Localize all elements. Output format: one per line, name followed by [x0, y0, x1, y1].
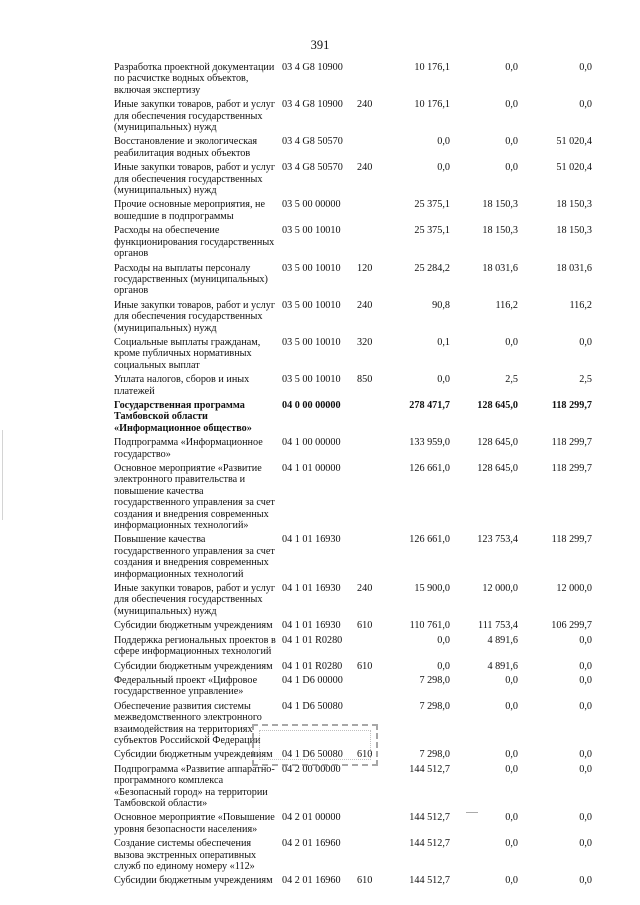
row-amount-3: 0,0: [579, 62, 592, 73]
row-expense-type: 320: [357, 336, 373, 348]
row-expense-type: [357, 434, 379, 460]
row-amount-2: 0,0: [505, 674, 518, 686]
row-amount-2: 0,0: [505, 812, 518, 824]
row-amount-3: 18 150,3: [556, 225, 592, 237]
scan-edge-mark: [2, 430, 3, 520]
row-name: Социальные выплаты гражданам, кроме публичных нормативных социальных выплат: [114, 336, 261, 371]
row-amount-1: 7 298,0: [419, 749, 450, 761]
row-amount-3: 0,0: [579, 763, 592, 775]
row-amount-2: 128 645,0: [477, 437, 518, 449]
row-name: Расходы на выплаты персоналу государственных (муниципальных) органов: [114, 262, 268, 297]
row-code: 04 2 00 00000: [282, 763, 341, 775]
table-row: [114, 531, 592, 580]
row-amount-1: 25 375,1: [414, 225, 450, 237]
table-row: [114, 222, 592, 259]
row-amount-2: 0,0: [505, 749, 518, 761]
table-row: [114, 761, 592, 810]
row-amount-1: 144 512,7: [409, 763, 450, 775]
row-name: Подпрограмма «Развитие аппаратно-программного комплекса «Безопасный город» на территории Тамбовской области»: [114, 763, 275, 809]
table-row: [114, 835, 592, 872]
table-row: [114, 397, 592, 434]
row-name: Субсидии бюджетным учреждениям: [114, 620, 273, 632]
row-amount-2: 123 753,4: [477, 534, 518, 546]
row-code: 04 1 01 R0280: [282, 634, 343, 646]
scan-mark: [466, 812, 478, 813]
row-amount-1: 0,0: [437, 634, 450, 646]
row-amount-3: 51 020,4: [556, 162, 592, 174]
row-name: Разработка проектной документации по расчистке водных объектов, включая экспертизу: [114, 62, 275, 96]
row-expense-type: [357, 460, 379, 531]
row-amount-3: 0,0: [579, 660, 592, 672]
row-expense-type: 850: [357, 374, 373, 386]
row-expense-type: [357, 632, 379, 658]
row-amount-1: 126 661,0: [409, 534, 450, 546]
row-amount-2: 0,0: [505, 162, 518, 174]
row-amount-3: 0,0: [579, 674, 592, 686]
row-amount-1: 7 298,0: [419, 674, 450, 686]
table-row: [114, 297, 592, 334]
table-row: [114, 658, 592, 672]
row-expense-type: 610: [357, 749, 373, 761]
table-row: [114, 809, 592, 835]
row-expense-type: [357, 133, 379, 159]
row-amount-1: 144 512,7: [409, 838, 450, 850]
row-amount-1: 25 375,1: [414, 199, 450, 211]
row-amount-3: 106 299,7: [551, 620, 592, 632]
row-amount-1: 0,0: [437, 660, 450, 672]
row-name: Субсидии бюджетным учреждениям: [114, 875, 273, 887]
row-name: Федеральный проект «Цифровое государственное управление»: [114, 674, 258, 698]
row-amount-3: 51 020,4: [556, 136, 592, 148]
row-code: 04 1 D6 00000: [282, 674, 343, 686]
row-amount-3: 18 150,3: [556, 199, 592, 211]
row-amount-2: 0,0: [505, 336, 518, 348]
row-amount-1: 90,8: [432, 299, 450, 311]
page-number: 391: [310, 38, 330, 52]
row-code: 04 1 01 16930: [282, 620, 341, 632]
row-amount-3: 0,0: [579, 838, 592, 850]
row-amount-2: 128 645,0: [477, 399, 518, 411]
row-code: 03 5 00 10010: [282, 225, 341, 237]
row-amount-1: 15 900,0: [414, 583, 450, 595]
row-amount-2: 116,2: [495, 299, 518, 311]
row-code: 03 4 G8 10900: [282, 62, 343, 73]
row-code: 04 1 D6 50080: [282, 749, 343, 761]
row-expense-type: 120: [357, 262, 373, 274]
row-code: 04 2 01 00000: [282, 812, 341, 824]
row-amount-2: 111 753,4: [478, 620, 518, 632]
row-amount-3: 0,0: [579, 634, 592, 646]
table-row: [114, 672, 592, 698]
row-amount-3: 18 031,6: [556, 262, 592, 274]
row-amount-3: 118 299,7: [551, 437, 592, 449]
row-code: 03 5 00 10010: [282, 374, 341, 386]
row-expense-type: [357, 222, 379, 259]
row-amount-3: 12 000,0: [556, 583, 592, 595]
row-code: 04 2 01 16960: [282, 838, 341, 850]
row-name: Повышение качества государственного управления за счет создания и внедрения современных информационных технологий: [114, 534, 275, 580]
row-name: Основное мероприятие «Повышение уровня безопасности населения»: [114, 812, 275, 835]
table-row: [114, 334, 592, 371]
row-code: 04 2 01 16960: [282, 875, 341, 887]
row-code: 04 1 D6 50080: [282, 700, 343, 712]
row-amount-2: 0,0: [505, 838, 518, 850]
row-expense-type: 240: [357, 299, 373, 311]
row-amount-2: 0,0: [505, 136, 518, 148]
row-name: Подпрограмма «Информационное государство»: [114, 437, 263, 460]
row-code: 03 4 G8 50570: [282, 162, 343, 174]
table-row: [114, 632, 592, 658]
row-expense-type: [357, 809, 379, 835]
row-name: Уплата налогов, сборов и иных платежей: [114, 374, 250, 397]
row-name: Обеспечение развития системы межведомственного электронного взаимодействия на территориях субъектов Российской Федерации: [114, 700, 262, 746]
row-amount-1: 0,1: [437, 336, 450, 348]
row-name: Поддержка региональных проектов в сфере информационных технологий: [114, 634, 276, 658]
row-amount-3: 0,0: [579, 875, 592, 887]
row-amount-2: 4 891,6: [487, 660, 518, 672]
approval-stamp-frame: [259, 730, 371, 760]
row-amount-2: 0,0: [505, 99, 518, 111]
table-row: [114, 159, 592, 196]
row-amount-3: 2,5: [579, 374, 592, 386]
row-amount-1: 144 512,7: [409, 812, 450, 824]
row-amount-1: 10 176,1: [414, 99, 450, 111]
row-expense-type: [357, 531, 379, 580]
row-amount-1: 7 298,0: [419, 700, 450, 712]
row-amount-1: 126 661,0: [409, 463, 450, 474]
row-amount-3: 0,0: [579, 749, 592, 761]
table-row: [114, 580, 592, 617]
row-code: 03 5 00 10010: [282, 299, 341, 311]
table-row: [114, 460, 592, 531]
row-code: 03 5 00 10010: [282, 262, 341, 274]
row-name: Иные закупки товаров, работ и услуг для обеспечения государственных (муниципальных) нужд: [114, 99, 275, 134]
row-expense-type: [357, 835, 379, 872]
table-row: [114, 617, 592, 631]
row-code: 04 1 00 00000: [282, 437, 341, 449]
row-amount-2: 4 891,6: [487, 634, 518, 646]
row-amount-3: 116,2: [569, 299, 592, 311]
row-code: 04 1 01 00000: [282, 463, 341, 474]
row-name: Прочие основные мероприятия, не вошедшие в подпрограммы: [114, 199, 266, 222]
row-amount-2: 12 000,0: [482, 583, 518, 595]
row-amount-1: 0,0: [437, 136, 450, 148]
row-amount-3: 0,0: [579, 99, 592, 111]
table-row: [114, 371, 592, 397]
row-code: 03 5 00 10010: [282, 336, 341, 348]
table-row: [114, 260, 592, 297]
row-name: Государственная программа Тамбовской области «Информационное общество»: [114, 399, 252, 434]
row-amount-3: 118 299,7: [551, 399, 592, 411]
row-amount-2: 18 031,6: [482, 262, 518, 274]
table-row: [114, 96, 592, 133]
row-expense-type: 240: [357, 583, 373, 595]
row-amount-1: 0,0: [437, 374, 450, 386]
row-amount-1: 10 176,1: [414, 62, 450, 73]
row-amount-2: 18 150,3: [482, 199, 518, 211]
row-amount-3: 0,0: [579, 812, 592, 824]
row-amount-2: 0,0: [505, 700, 518, 712]
row-name: Субсидии бюджетным учреждениям: [114, 749, 273, 761]
row-code: 03 5 00 00000: [282, 199, 341, 211]
row-expense-type: 610: [357, 620, 373, 632]
row-amount-1: 278 471,7: [409, 399, 450, 411]
row-name: Восстановление и экологическая реабилитация водных объектов: [114, 136, 258, 159]
row-amount-3: 0,0: [579, 700, 592, 712]
row-amount-2: 0,0: [505, 62, 518, 73]
row-amount-1: 110 761,0: [409, 620, 450, 632]
row-amount-3: 118 299,7: [551, 463, 592, 474]
row-amount-2: 2,5: [505, 374, 518, 386]
row-expense-type: 610: [357, 875, 373, 887]
row-code: 04 1 01 16930: [282, 583, 341, 595]
row-amount-1: 144 512,7: [409, 875, 450, 887]
row-name: Субсидии бюджетным учреждениям: [114, 660, 273, 672]
row-amount-1: 0,0: [437, 162, 450, 174]
row-expense-type: 610: [357, 660, 373, 672]
row-amount-2: 128 645,0: [477, 463, 518, 474]
row-code: 03 4 G8 10900: [282, 99, 343, 111]
row-expense-type: [357, 397, 379, 434]
row-expense-type: [357, 62, 379, 96]
row-code: 04 1 01 16930: [282, 534, 341, 546]
row-name: Расходы на обеспечение функционирования государственных органов: [114, 225, 275, 260]
approval-stamp: [252, 724, 378, 766]
table-row: [114, 434, 592, 460]
row-expense-type: [357, 672, 379, 698]
row-name: Создание системы обеспечения вызова экстренных оперативных служб по единому номеру «112»: [114, 838, 257, 872]
row-expense-type: [357, 761, 379, 810]
row-amount-3: 118 299,7: [551, 534, 592, 546]
row-amount-2: 18 150,3: [482, 225, 518, 237]
table-row: [114, 133, 592, 159]
table-row: [114, 872, 592, 886]
row-amount-1: 25 284,2: [414, 262, 450, 274]
table-row: [114, 62, 592, 96]
row-amount-2: 0,0: [505, 763, 518, 775]
row-amount-2: 0,0: [505, 875, 518, 887]
row-name: Иные закупки товаров, работ и услуг для обеспечения государственных (муниципальных) нужд: [114, 162, 275, 197]
row-expense-type: [357, 196, 379, 222]
row-amount-3: 0,0: [579, 336, 592, 348]
row-code: 04 1 01 R0280: [282, 660, 343, 672]
row-expense-type: 240: [357, 99, 373, 111]
row-name: Иные закупки товаров, работ и услуг для обеспечения государственных (муниципальных) нужд: [114, 583, 275, 617]
row-amount-1: 133 959,0: [409, 437, 450, 449]
row-code: 04 0 00 00000: [282, 399, 341, 411]
table-row: [114, 196, 592, 222]
row-code: 03 4 G8 50570: [282, 136, 343, 148]
row-name: Иные закупки товаров, работ и услуг для обеспечения государственных (муниципальных) нужд: [114, 299, 275, 334]
row-name: Основное мероприятие «Развитие электронного правительства и повышение качества государственного управления за счет создания и внедрения современных информационных технологий»: [114, 463, 275, 532]
row-expense-type: 240: [357, 162, 373, 174]
